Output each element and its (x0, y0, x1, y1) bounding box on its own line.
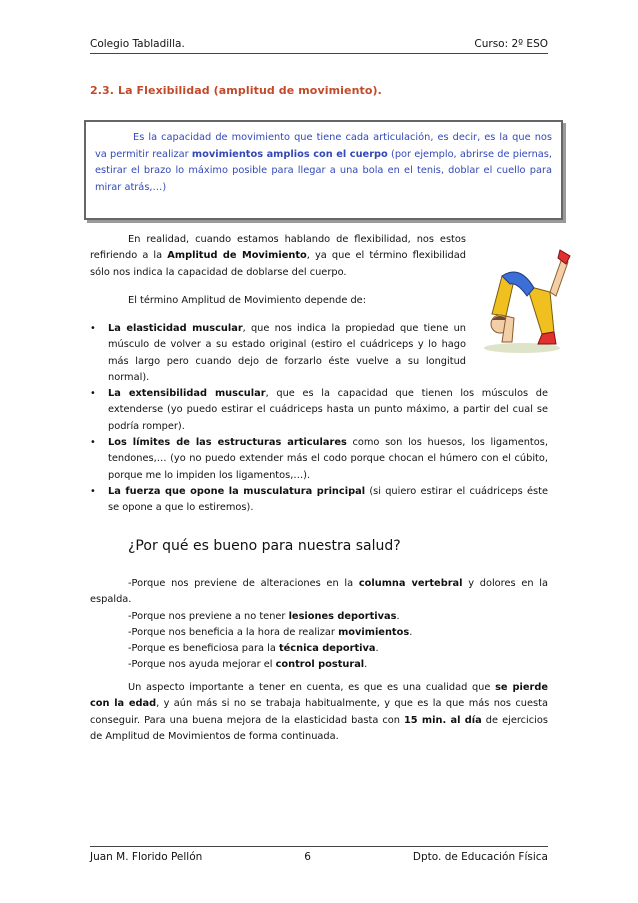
reason-bold: movimientos (338, 626, 410, 638)
bullet-bold: La elasticidad muscular (108, 323, 243, 334)
intro-bold: Amplitud de Movimiento (167, 250, 307, 262)
reason-text: -Porque nos beneficia a la hora de realizar (128, 626, 339, 638)
page-header (90, 38, 548, 54)
reason-bold: control postural (275, 659, 365, 671)
list-item (90, 484, 548, 517)
reason-bold: técnica deportiva (278, 643, 376, 655)
closing-paragraph (90, 680, 548, 745)
bullet-bold: La extensibilidad muscular (108, 388, 266, 400)
bullet-text: , que nos indica la propiedad que tiene un músculo de volver a su estado original (estiro el cuádriceps y lo hago más largo pero cuando dejo de forzarlo éste vuelve a su longitud normal). (108, 323, 466, 383)
reason-text: . (396, 610, 400, 622)
bullet-bold: Los límites de las estructuras articulares (108, 437, 347, 449)
depends-paragraph: El término Amplitud de Movimiento depende de: (128, 295, 367, 306)
page-number: 6 (304, 851, 311, 863)
reason-text: . (364, 659, 368, 671)
closing-text: , y aún más si no se trabaja habitualmente, y que es la que más nos cuesta conseguir. Para una buena mejora de la elasticidad basta con (90, 698, 548, 726)
page-footer (90, 846, 548, 863)
reason-text: . (375, 643, 379, 655)
reason-line (90, 625, 548, 641)
bullet-bold: La fuerza que opone la musculatura principal (108, 485, 366, 497)
definition-text-1: Es la capacidad de movimiento que tiene cada articulación, es decir, es la que nos va permitir realizar (95, 132, 552, 160)
list-item (90, 386, 548, 435)
footer-author: Juan M. Florido Pellón (90, 851, 203, 863)
intro-text-1: En realidad, cuando estamos hablando de flexibilidad, nos estos refiriendo a la (90, 234, 466, 262)
footer-department: Dpto. de Educación Física (412, 851, 548, 863)
list-item (90, 321, 466, 386)
definition-text-2: (por ejemplo, abrirse de piernas, estirar el brazo lo máximo posible para llegar a una bola en el tenis, doblar el cuello para mirar atrás,…) (95, 148, 553, 193)
bullet-text: (si quiero estirar el cuádriceps éste se opone a que lo estiremos). (108, 485, 549, 514)
closing-text: Un aspecto importante a tener en cuenta, es que es una cualidad que (128, 682, 496, 693)
closing-text: de ejercicios de Amplitud de Movimientos de forma continuada. (90, 714, 548, 742)
header-course: Curso: 2º ESO (474, 38, 548, 50)
intro-text-2: , ya que el término flexibilidad sólo nos indica la capacidad de doblarse del cuerpo. (90, 250, 466, 278)
intro-paragraph (90, 232, 466, 281)
reason-text: . (409, 626, 413, 638)
reason-bold: lesiones deportivas (288, 610, 397, 622)
section-title: 2.3. La Flexibilidad (amplitud de movimiento). (90, 84, 382, 97)
health-question-heading: ¿Por qué es bueno para nuestra salud? (128, 538, 401, 554)
bullet-icon: • (90, 388, 96, 400)
bullet-text: como son los huesos, los ligamentos, tendones,… (yo no puedo extender más el codo porque chocan el húmero con el cúbito, porque me lo impiden los ligamentos,…). (108, 437, 548, 481)
reason-line (90, 641, 548, 657)
bullet-icon: • (90, 437, 96, 449)
bullet-text: , que es la capacidad que tienen los músculos de extenderse (yo puedo estirar el cuádriceps hasta un punto máximo, a partir del cual se podría romper). (108, 388, 548, 432)
definition-box (84, 120, 563, 220)
list-item (90, 435, 548, 484)
reason-text: -Porque nos previene de alteraciones en la (128, 578, 359, 589)
reason-line (90, 609, 548, 625)
reasons-block (90, 576, 548, 674)
reason-text: -Porque nos ayuda mejorar el (128, 659, 276, 671)
bullet-icon: • (90, 485, 96, 497)
bullet-icon: • (90, 323, 96, 334)
closing-bold: 15 min. al día (403, 714, 482, 726)
reason-text: -Porque es beneficiosa para la (128, 643, 279, 655)
reason-line (90, 576, 548, 609)
reason-text: y dolores en la espalda. (90, 578, 549, 606)
closing-bold: se pierde con la edad (90, 682, 548, 710)
header-school: Colegio Tabladilla. (90, 38, 185, 50)
reason-line (90, 657, 548, 673)
stretching-figure-illustration (472, 236, 572, 356)
reason-bold: columna vertebral (358, 578, 463, 589)
definition-bold: movimientos amplios con el cuerpo (191, 148, 388, 160)
reason-text: -Porque nos previene a no tener (128, 610, 289, 622)
